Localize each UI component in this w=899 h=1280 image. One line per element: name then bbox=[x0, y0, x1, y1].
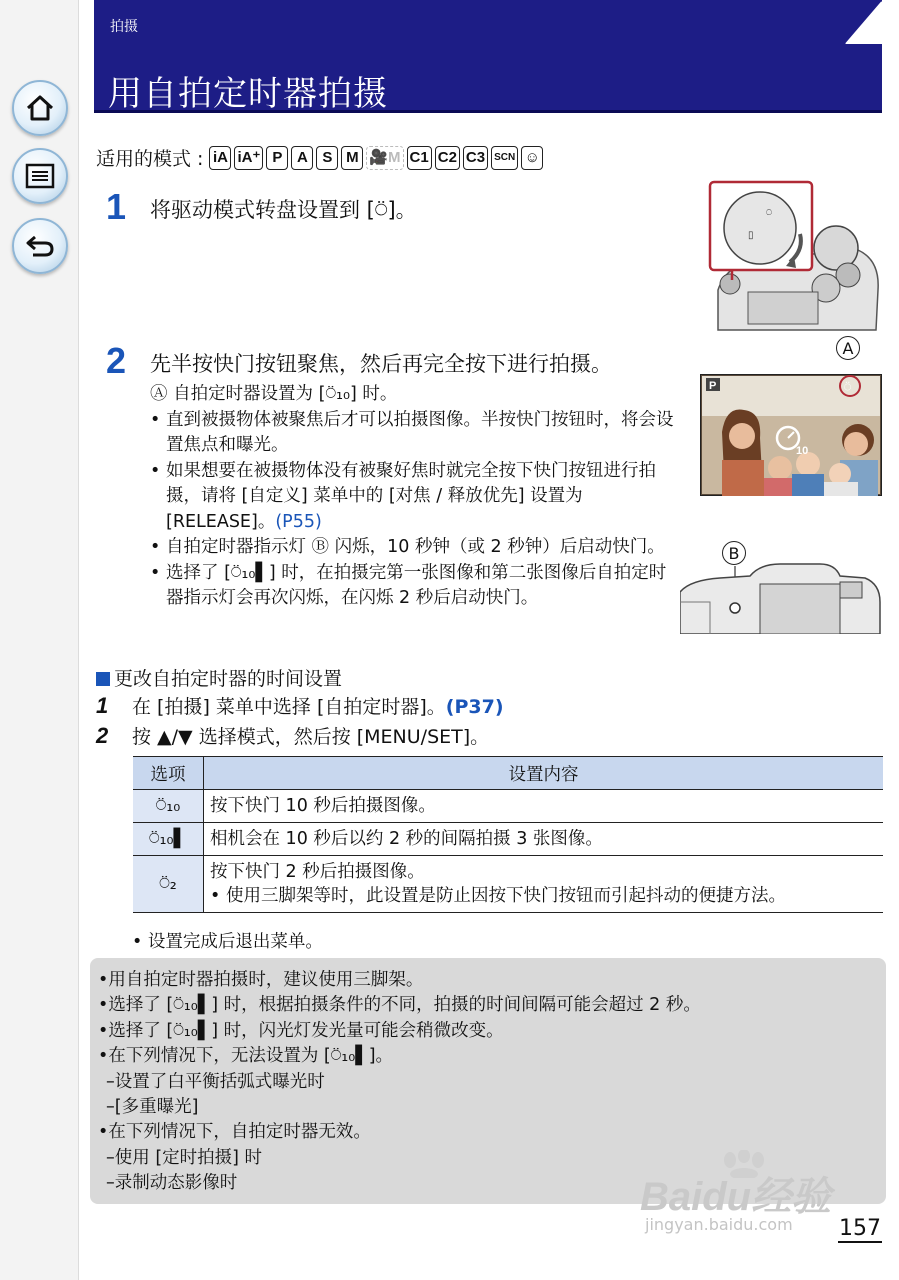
mode-icon-scn: SCN bbox=[491, 146, 518, 170]
row-content-main: 按下快门 2 秒后拍摄图像。 bbox=[210, 862, 425, 882]
mode-icon-ia: iA bbox=[209, 146, 231, 170]
table-row bbox=[133, 790, 883, 823]
lcd-mode-label: P bbox=[709, 380, 717, 392]
mode-icon-creative: ☺ bbox=[521, 146, 543, 170]
row-content bbox=[204, 856, 884, 913]
mode-icon-m: M bbox=[341, 146, 363, 170]
drive-dial-illustration bbox=[708, 180, 884, 336]
change-step-2-number: 2 bbox=[96, 723, 109, 748]
svg-text:▯: ▯ bbox=[748, 230, 754, 241]
step-1-number: 1 bbox=[106, 186, 127, 227]
link-p55[interactable]: (P55) bbox=[275, 511, 322, 532]
bullet-focus: • 直到被摄物体被聚焦后才可以拍摄图像。半按快门按钮时，将会设置焦点和曝光。 bbox=[150, 408, 680, 459]
back-button[interactable] bbox=[12, 218, 68, 274]
table-row bbox=[133, 823, 883, 856]
svg-text:⍥: ⍥ bbox=[766, 208, 772, 219]
settings-table bbox=[133, 756, 883, 913]
table-header-row bbox=[133, 757, 883, 790]
note-line: –使用 [定时拍摄] 时 bbox=[106, 1147, 263, 1168]
change-step-2-text: 按 ▲/▼ 选择模式，然后按 [MENU/SET]。 bbox=[132, 726, 490, 748]
timer-10s-icon: ⍥₁₀ bbox=[133, 790, 204, 823]
row-content: 按下快门 10 秒后拍摄图像。 bbox=[204, 790, 884, 823]
callout-a: A bbox=[836, 336, 860, 360]
home-icon bbox=[25, 94, 55, 122]
applicable-modes bbox=[96, 144, 546, 171]
note-line: •选择了 [⍥₁₀▌] 时，根据拍摄条件的不同，拍摄的时间间隔可能会超过 2 秒。 bbox=[98, 995, 701, 1016]
mode-icon-s: S bbox=[316, 146, 338, 170]
note-line: •选择了 [⍥₁₀▌] 时，闪光灯发光量可能会稍微改变。 bbox=[98, 1020, 504, 1041]
mode-icon-movie-m: 🎥M bbox=[366, 146, 403, 170]
callout-b: B bbox=[722, 541, 746, 565]
step-2-text: 先半按快门按钮聚焦，然后再完全按下进行拍摄。 bbox=[150, 352, 612, 376]
change-step-2 bbox=[96, 722, 489, 749]
change-step-1-number: 1 bbox=[96, 693, 109, 718]
mode-icon-c3: C3 bbox=[463, 146, 488, 170]
step-1-text: 将驱动模式转盘设置到 [⍥]。 bbox=[150, 198, 417, 222]
baidu-watermark bbox=[640, 1150, 855, 1245]
section-label: 拍摄 bbox=[110, 19, 138, 35]
note-line: •在下列情况下，自拍定时器无效。 bbox=[98, 1122, 371, 1143]
change-step-1 bbox=[96, 692, 504, 719]
timer-2s-icon: ⍥₂ bbox=[133, 856, 204, 913]
home-button[interactable] bbox=[12, 80, 68, 136]
mode-icon-ia-plus: iA⁺ bbox=[234, 146, 263, 170]
table-row bbox=[133, 856, 883, 913]
exit-menu-note: • 设置完成后退出菜单。 bbox=[132, 932, 323, 952]
page-title: 用自拍定时器拍摄 bbox=[108, 74, 388, 114]
menu-button[interactable] bbox=[12, 148, 68, 204]
sidebar bbox=[0, 0, 79, 1280]
bullet-burst: • 选择了 [⍥₁₀▌] 时，在拍摄完第一张图像和第二张图像后自拍定时器指示灯会再次闪烁，在闪烁 2 秒后启动快门。 bbox=[150, 561, 680, 612]
mode-icon-c2: C2 bbox=[435, 146, 460, 170]
camera-front-illustration bbox=[680, 562, 882, 634]
header-content: 设置内容 bbox=[204, 757, 884, 790]
bullet-release-text: 如果想要在被摄物体没有被聚好焦时就完全按下快门按钮进行拍摄，请将 [自定义] 菜单中的 [对焦 / 释放优先] 设置为 [RELEASE]。 bbox=[166, 460, 656, 532]
mode-icon-c1: C1 bbox=[407, 146, 432, 170]
header-option: 选项 bbox=[133, 757, 204, 790]
step-2-notes bbox=[150, 382, 680, 612]
note-line: •在下列情况下，无法设置为 [⍥₁₀▌]。 bbox=[98, 1046, 394, 1067]
square-bullet-icon bbox=[96, 672, 110, 686]
note-line: –[多重曝光] bbox=[106, 1097, 199, 1118]
bullet-release bbox=[150, 459, 680, 536]
lcd-countdown: 10 bbox=[796, 445, 809, 457]
modes-label: 适用的模式 : bbox=[96, 148, 204, 170]
lcd-preview-illustration bbox=[700, 374, 882, 496]
header-top-band bbox=[94, 0, 882, 44]
mode-icon-a: A bbox=[291, 146, 313, 170]
page-number: 157 bbox=[839, 1216, 881, 1241]
row-content-bullet: • 使用三脚架等时，此设置是防止因按下快门按钮而引起抖动的便捷方法。 bbox=[210, 884, 877, 908]
mode-icon-p: P bbox=[266, 146, 288, 170]
title-bar bbox=[94, 44, 882, 113]
watermark-url: jingyan.baidu.com bbox=[645, 1215, 793, 1234]
row-content: 相机会在 10 秒后以约 2 秒的间隔拍摄 3 张图像。 bbox=[204, 823, 884, 856]
change-section-heading: 更改自拍定时器的时间设置 bbox=[96, 664, 342, 691]
page-header bbox=[94, 0, 882, 112]
watermark-brand: Baidu经验 bbox=[640, 1175, 832, 1219]
note-line: •用自拍定时器拍摄时，建议使用三脚架。 bbox=[98, 970, 424, 990]
bullet-lamp: • 自拍定时器指示灯 Ⓑ 闪烁，10 秒钟（或 2 秒钟）后启动快门。 bbox=[150, 535, 680, 561]
link-p37[interactable]: (P37) bbox=[445, 696, 504, 718]
step-2-number: 2 bbox=[106, 340, 127, 381]
timer-10s-3shots-icon: ⍥₁₀▌ bbox=[133, 823, 204, 856]
note-line: –设置了白平衡括弧式曝光时 bbox=[106, 1071, 325, 1092]
note-line: –录制动态影像时 bbox=[106, 1173, 238, 1194]
svg-text:⍥: ⍥ bbox=[844, 380, 852, 394]
note-a: Ⓐ 自拍定时器设置为 [⍥₁₀] 时。 bbox=[150, 384, 398, 404]
list-icon bbox=[25, 163, 55, 189]
change-step-1-text: 在 [拍摄] 菜单中选择 [自拍定时器]。 bbox=[132, 696, 446, 718]
return-icon bbox=[25, 233, 55, 259]
